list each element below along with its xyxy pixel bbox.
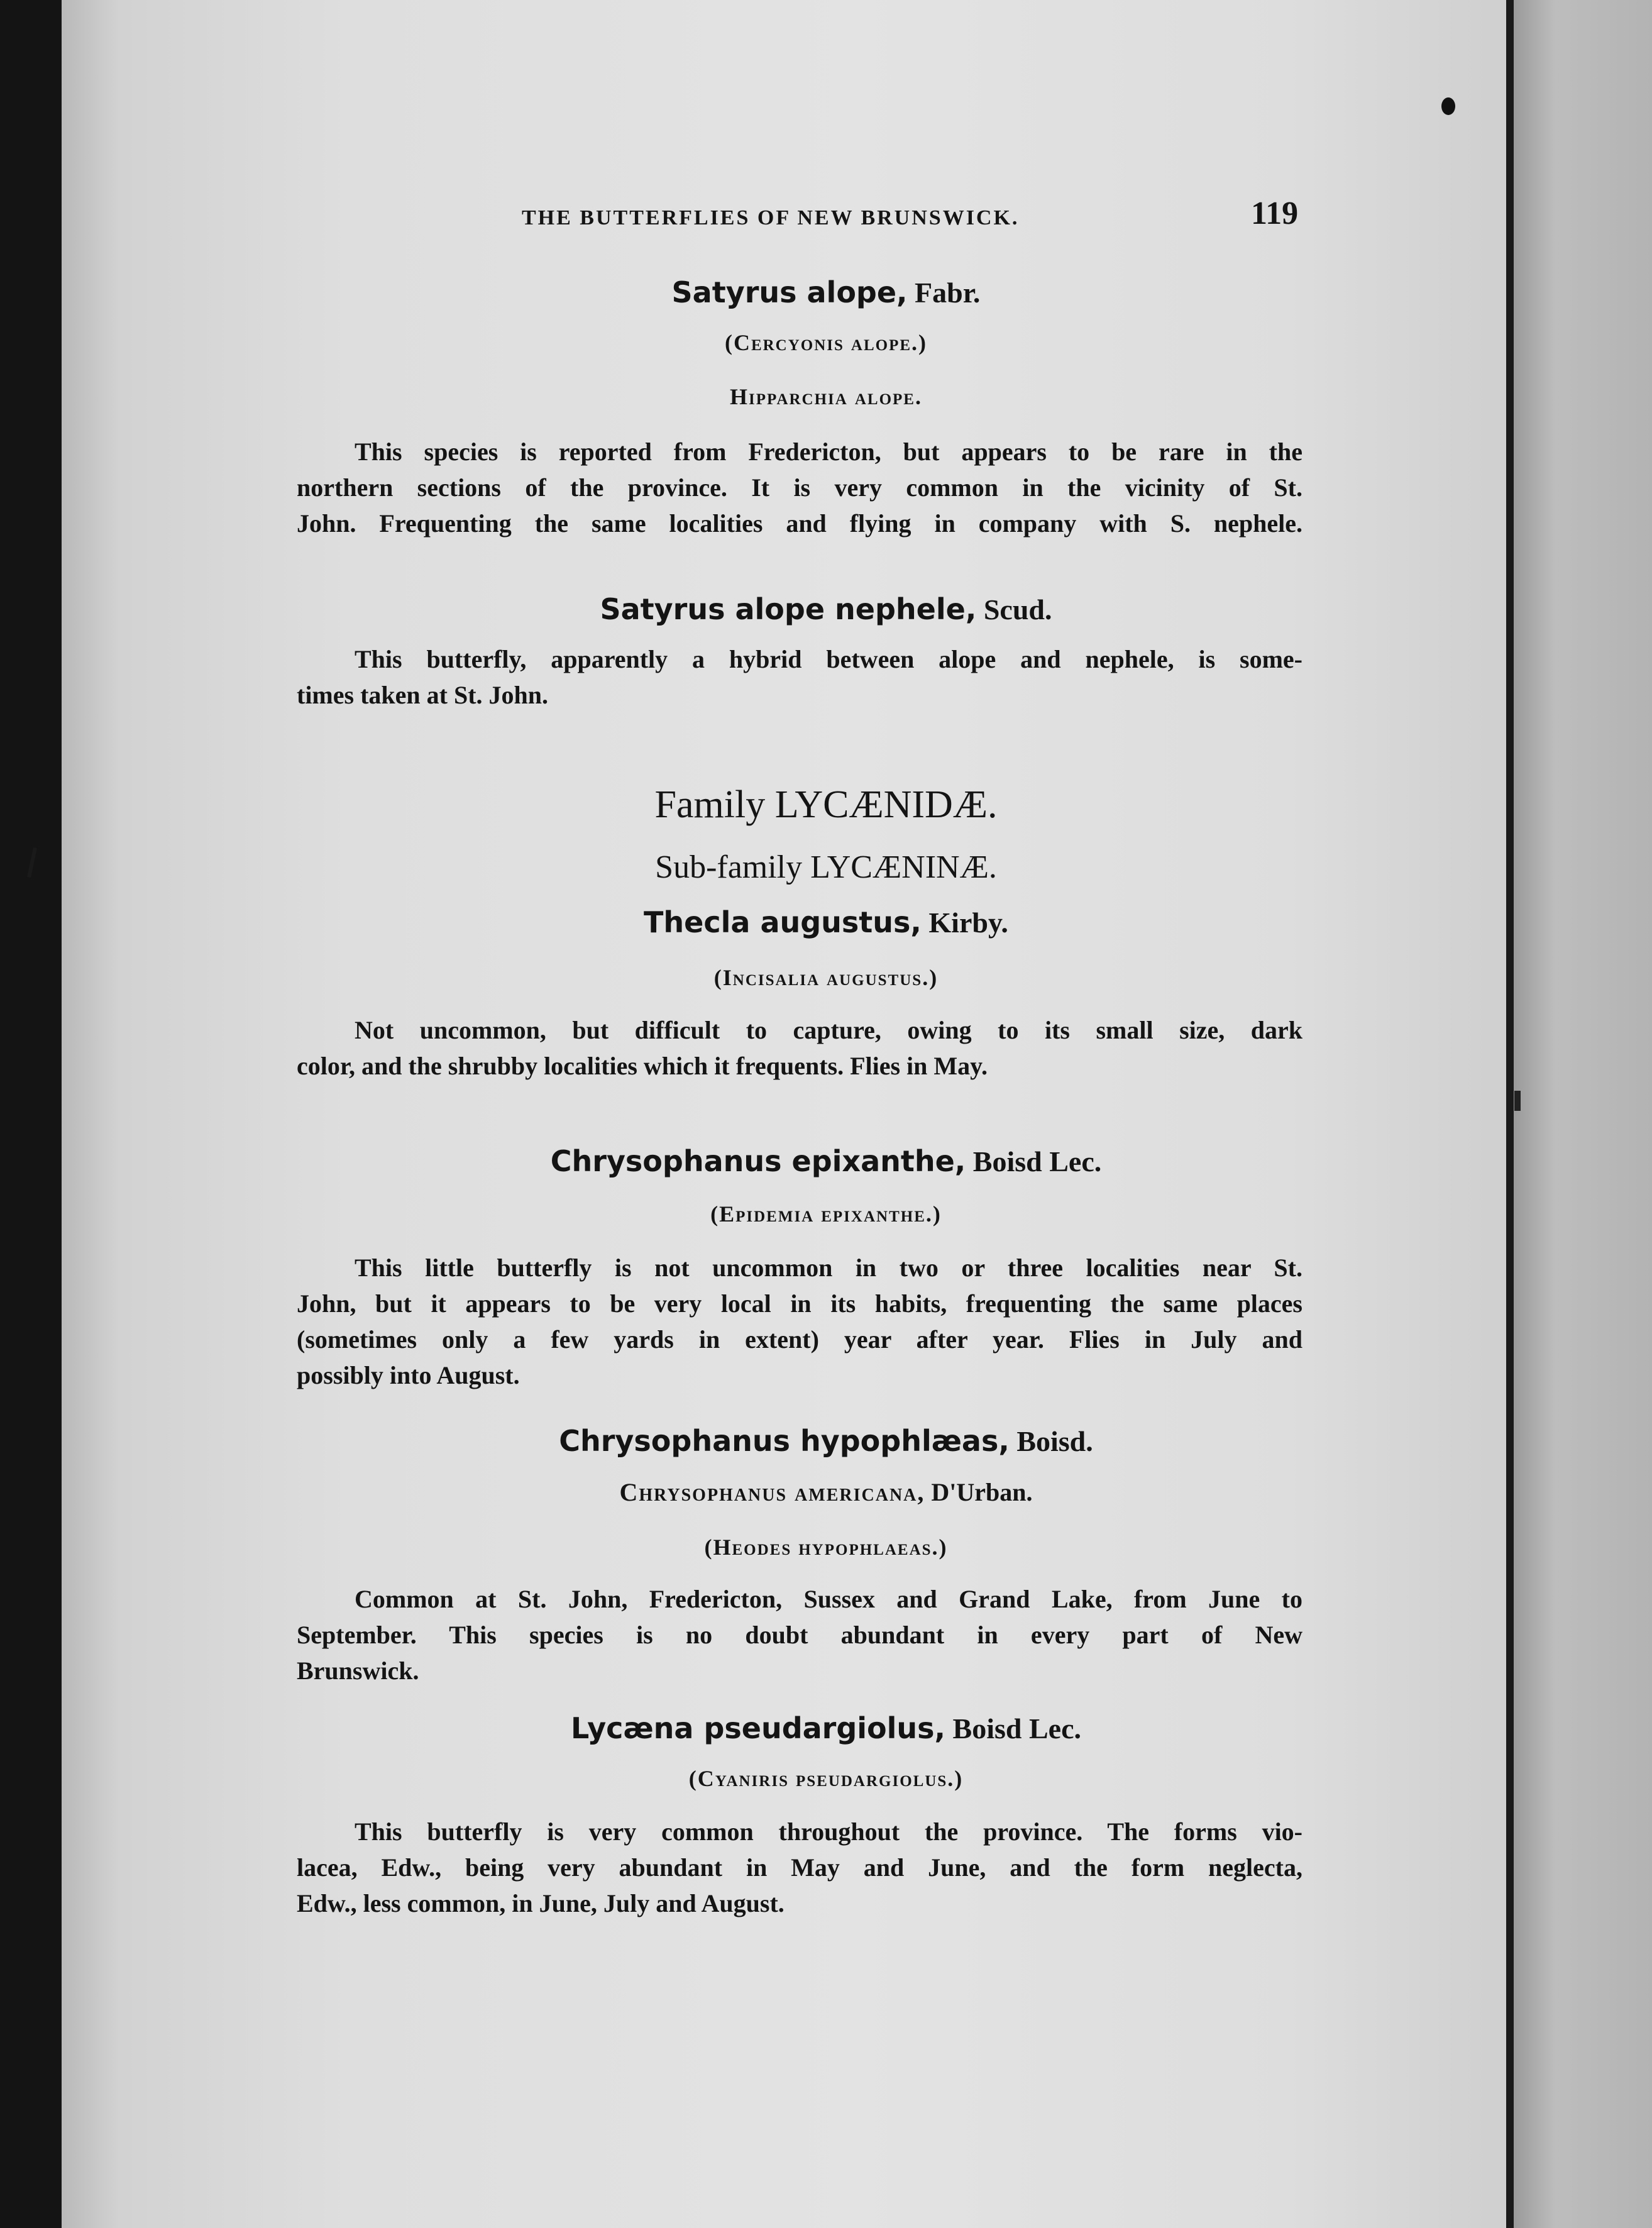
text-line: Common at St. John, Fredericton, Sussex and Grand Lake, from June to xyxy=(355,1585,1302,1613)
text-line: September. This species is no doubt abundant in every part of New xyxy=(297,1621,1302,1649)
species-author: Fabr. xyxy=(915,277,981,309)
synonym-name: Chrysophanus americana, xyxy=(619,1478,925,1506)
species-heading xyxy=(0,1144,1652,1178)
species-name: Chrysophanus hypophlæas, xyxy=(559,1424,1010,1458)
subfamily-heading: Sub-family LYCÆNINÆ. xyxy=(655,849,997,885)
synonym: (Heodes hypophlaeas.) xyxy=(704,1535,948,1560)
species-description xyxy=(297,1581,1302,1689)
species-name: Satyrus alope, xyxy=(671,275,908,309)
text-line: Edw., less common, in June, July and August. xyxy=(297,1889,785,1917)
family-heading: Family LYCÆNIDÆ. xyxy=(654,783,998,826)
species-description xyxy=(297,641,1302,713)
text-line: northern sections of the province. It is very common in the vicinity of St. xyxy=(297,473,1302,502)
margin-mark xyxy=(1514,1091,1521,1111)
page-number: 119 xyxy=(1251,196,1299,231)
synonym: Hipparchia alope. xyxy=(730,384,922,409)
ink-spot xyxy=(1441,97,1455,115)
species-heading xyxy=(0,1424,1652,1458)
synonym-author: D'Urban. xyxy=(931,1478,1033,1506)
text-line: lacea, Edw., being very abundant in May and June, and the form neglecta, xyxy=(297,1853,1302,1882)
synonym: (Cercyonis alope.) xyxy=(724,330,928,355)
species-name: Satyrus alope nephele, xyxy=(600,592,977,626)
species-name: Lycæna pseudargiolus, xyxy=(571,1711,946,1745)
synonym: (Epidemia epixanthe.) xyxy=(710,1201,942,1227)
text-line: Brunswick. xyxy=(297,1657,419,1685)
text-line: (sometimes only a few yards in extent) year after year. Flies in July and xyxy=(297,1325,1302,1354)
synonym: (Incisalia augustus.) xyxy=(713,965,939,990)
species-description xyxy=(297,1250,1302,1393)
synonym: (Cyaniris pseudargiolus.) xyxy=(688,1766,964,1791)
species-heading xyxy=(0,275,1652,309)
species-author: Scud. xyxy=(983,593,1052,626)
text-line: This species is reported from Fredericton, but appears to be rare in the xyxy=(355,438,1302,466)
text-line: This little butterfly is not uncommon in two or three localities near St. xyxy=(355,1254,1302,1282)
text-line: John, but it appears to be very local in its habits, frequenting the same places xyxy=(297,1289,1302,1318)
species-description xyxy=(297,434,1302,541)
species-heading xyxy=(0,905,1652,939)
running-title: THE BUTTERFLIES OF NEW BRUNSWICK. xyxy=(522,206,1020,229)
text-line: times taken at St. John. xyxy=(297,681,549,709)
species-author: Kirby. xyxy=(928,907,1008,939)
species-description xyxy=(297,1814,1302,1921)
text-line: color, and the shrubby localities which it frequents. Flies in May. xyxy=(297,1052,988,1080)
species-heading xyxy=(0,1711,1652,1745)
synonym xyxy=(0,1477,1652,1507)
text-line: possibly into August. xyxy=(297,1361,520,1389)
species-heading xyxy=(0,592,1652,626)
species-name: Chrysophanus epixanthe, xyxy=(550,1144,966,1178)
text-line: Not uncommon, but difficult to capture, owing to its small size, dark xyxy=(355,1016,1302,1044)
species-author: Boisd Lec. xyxy=(972,1145,1102,1177)
species-author: Boisd. xyxy=(1016,1425,1093,1457)
text-line: This butterfly, apparently a hybrid between alope and nephele, is some- xyxy=(355,645,1302,673)
text-line: John. Frequenting the same localities and flying in company with S. nephele. xyxy=(297,509,1302,538)
species-author: Boisd Lec. xyxy=(952,1712,1081,1745)
text-line: This butterfly is very common throughout the province. The forms vio- xyxy=(355,1817,1302,1846)
species-description xyxy=(297,1012,1302,1084)
species-name: Thecla augustus, xyxy=(644,905,922,939)
